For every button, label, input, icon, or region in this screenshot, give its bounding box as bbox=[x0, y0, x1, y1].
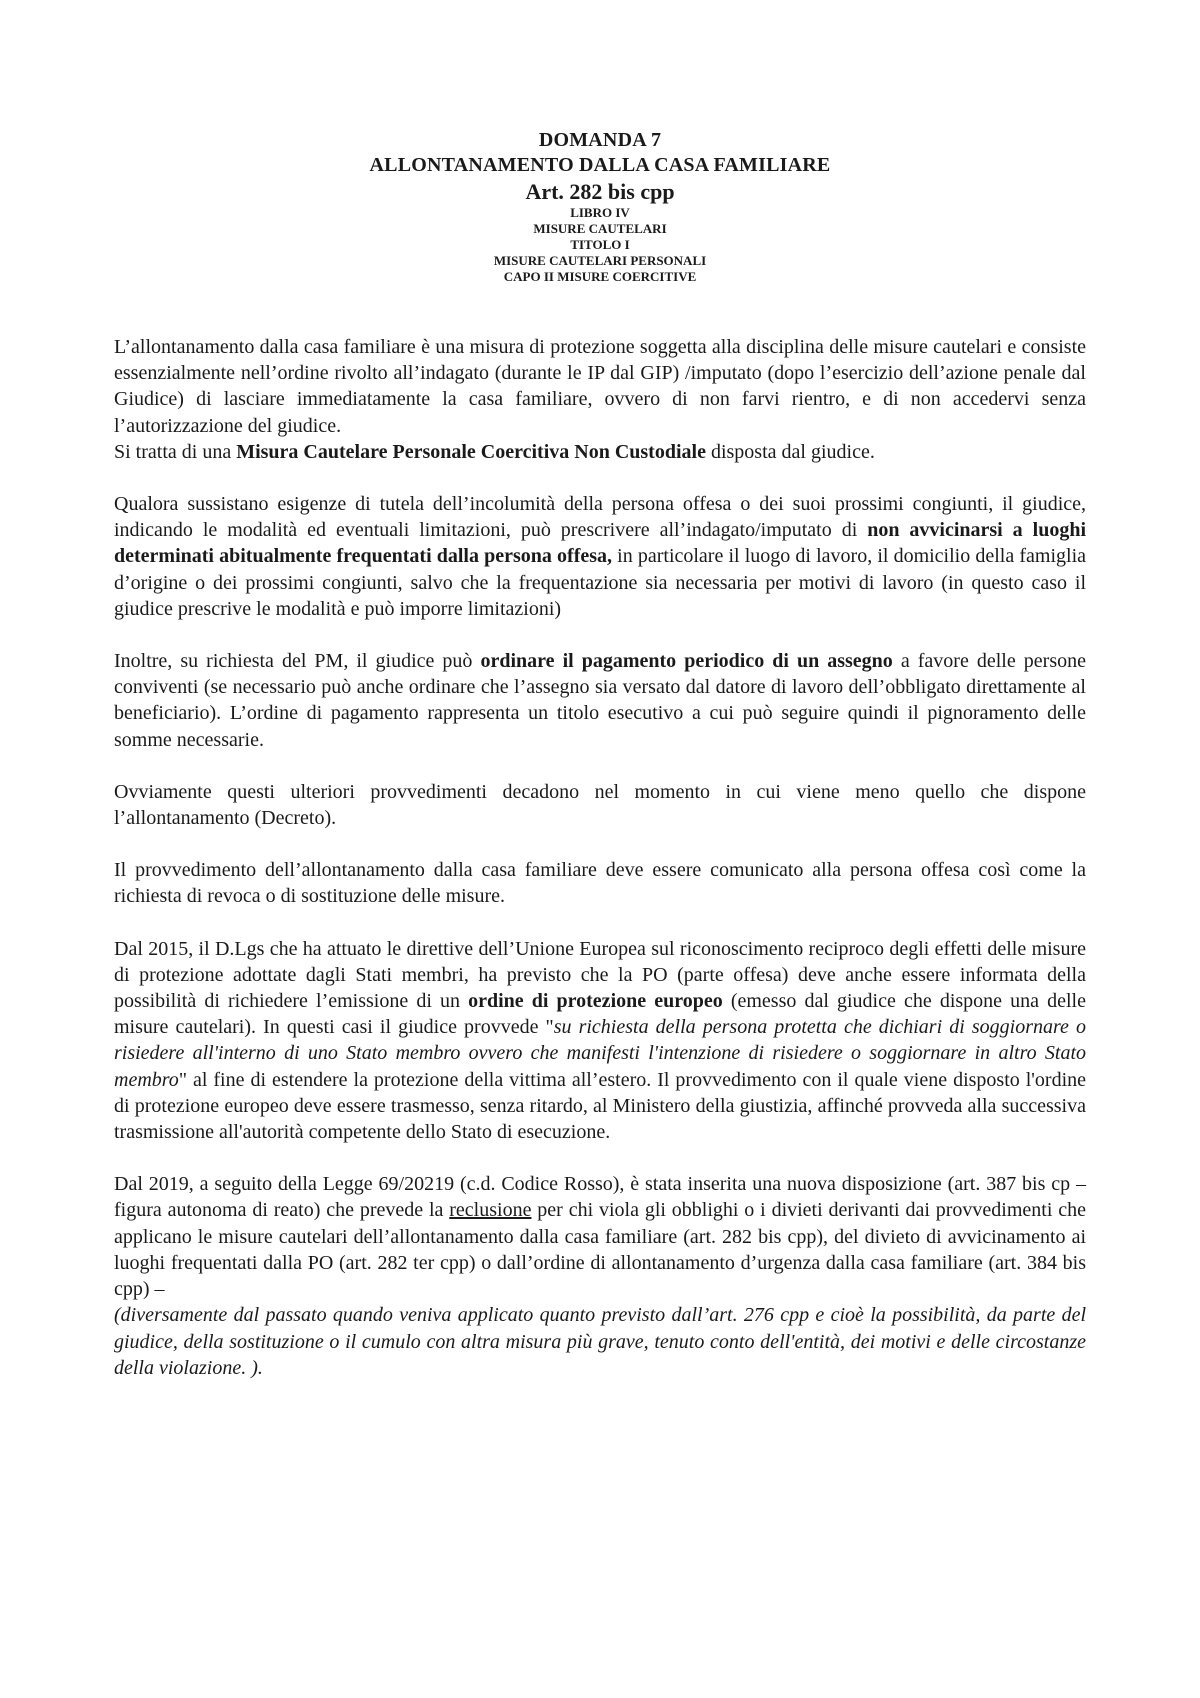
paragraph-european-order: Dal 2015, il D.Lgs che ha attuato le direttive dell’Unione Europea sul riconoscimento reciproco degli effetti delle misure di protezione adottate dagli Stati membri, ha previsto che la PO (parte offesa) deve anche essere informata della possibilità di richiedere l’emissione di un ordine di protezione europeo (emesso dal giudice che dispone una delle misure cautelari). In questi casi il giudice provvede "su richiesta della persona protetta che dichiari di soggiornare o risiedere all'interno di uno Stato membro ovvero che manifesti l'intenzione di risiedere o soggiornare in altro Stato membro" al fine di estendere la protezione della vittima all’estero. Il provvedimento con il quale viene disposto l'ordine di protezione europeo deve essere trasmesso, senza ritardo, al Ministero della giustizia, affinché provveda alla successiva trasmissione all'autorità competente dello Stato di esecuzione. bbox=[114, 937, 1086, 1144]
header-line: CAPO II MISURE COERCITIVE bbox=[503, 269, 697, 284]
document-header bbox=[0, 128, 1200, 285]
paragraph-communication: Il provvedimento dell’allontanamento dalla casa familiare deve essere comunicato alla persona offesa così come la richiesta di revoca o di sostituzione delle misure. bbox=[114, 859, 1086, 908]
paragraph-classification: Si tratta di una Misura Cautelare Personale Coercitiva Non Custodiale disposta dal giudice. bbox=[114, 440, 875, 463]
paragraph-decadence: Ovviamente questi ulteriori provvedimenti decadono nel momento in cui viene meno quello che dispone l’allontanamento (Decreto). bbox=[114, 780, 1086, 830]
bold-term: ordine di protezione europeo bbox=[468, 990, 723, 1013]
paragraph-definition: L’allontanamento dalla casa familiare è una misura di protezione soggetta alla disciplina delle misure cautelari e consiste essenzialmente nell’ordine rivolto all’indagato (durante le IP dal GIP) /imputato (dopo l’esercizio dell’azione penale dal Giudice) di lasciare immediatamente la casa familiare, ovvero di non farvi rientro, e di non accedervi senza l’autorizzazione del giudice. bbox=[114, 336, 1086, 437]
underlined-term: reclusione bbox=[449, 1199, 532, 1222]
italic-quote: su richiesta della persona protetta che dichiari di soggiornare o risiedere all'interno di uno Stato membro ovvero che manifesti l'intenzione di risiedere o soggiornare in altro Stato membro bbox=[114, 1016, 1086, 1091]
document-title: DOMANDA 7 bbox=[538, 129, 662, 151]
paragraph-codice-rosso: Dal 2019, a seguito della Legge 69/20219 (c.d. Codice Rosso), è stata inserita una nuova disposizione (art. 387 bis cp – figura autonoma di reato) che prevede la reclusione per chi viola gli obblighi o i divieti derivanti dai provvedimenti che applicano le misure cautelari dell’allontanamento dalla casa familiare (art. 282 bis cpp), del divieto di avvicinamento ai luoghi frequentati dalla PO (art. 282 ter cpp) o dall’ordine di allontanamento d’urgenza dalla casa familiare (art. 384 bis cpp) – bbox=[114, 1173, 1086, 1301]
document-body bbox=[114, 334, 1086, 1381]
bold-term: non avvicinarsi a luoghi determinati abitualmente frequentati dalla persona offesa, bbox=[114, 519, 1086, 568]
header-line: MISURE CAUTELARI bbox=[533, 221, 667, 236]
bold-term: Misura Cautelare Personale Coercitiva Non Custodiale bbox=[236, 440, 706, 463]
document-subtitle: ALLONTANAMENTO DALLA CASA FAMILIARE bbox=[369, 154, 831, 176]
bold-term: ordinare il pagamento periodico di un assegno bbox=[480, 650, 893, 673]
paragraph-restrictions: Qualora sussistano esigenze di tutela dell’incolumità della persona offesa o dei suoi prossimi congiunti, il giudice, indicando le modalità ed eventuali limitazioni, può prescrivere all’indagato/imputato di non avvicinarsi a luoghi determinati abitualmente frequentati dalla persona offesa, in particolare il luogo di lavoro, il domicilio della famiglia d’origine o dei prossimi congiunti, salvo che la frequentazione sia necessaria per motivi di lavoro (in questo caso il giudice prescrive le modalità e può imporre limitazioni) bbox=[114, 493, 1087, 620]
paragraph-italic-note: (diversamente dal passato quando veniva applicato quanto previsto dall’art. 276 cpp e cioè la possibilità, da parte del giudice, della sostituzione o il cumulo con altra misura più grave, tenuto conto dell'entità, dei motivi e delle circostanze della violazione. ). bbox=[114, 1304, 1086, 1379]
header-line: MISURE CAUTELARI PERSONALI bbox=[493, 253, 707, 268]
header-line: LIBRO IV bbox=[570, 205, 630, 220]
paragraph-payment: Inoltre, su richiesta del PM, il giudice può ordinare il pagamento periodico di un assegno a favore delle persone conviventi (se necessario può anche ordinare che l’assegno sia versato dal datore di lavoro dell’obbligato direttamente al beneficiario). L’ordine di pagamento rappresenta un titolo esecutivo a cui può seguire quindi il pignoramento delle somme necessarie. bbox=[114, 650, 1086, 751]
article-reference: Art. 282 bis cpp bbox=[525, 179, 675, 204]
header-line: TITOLO I bbox=[570, 237, 630, 252]
